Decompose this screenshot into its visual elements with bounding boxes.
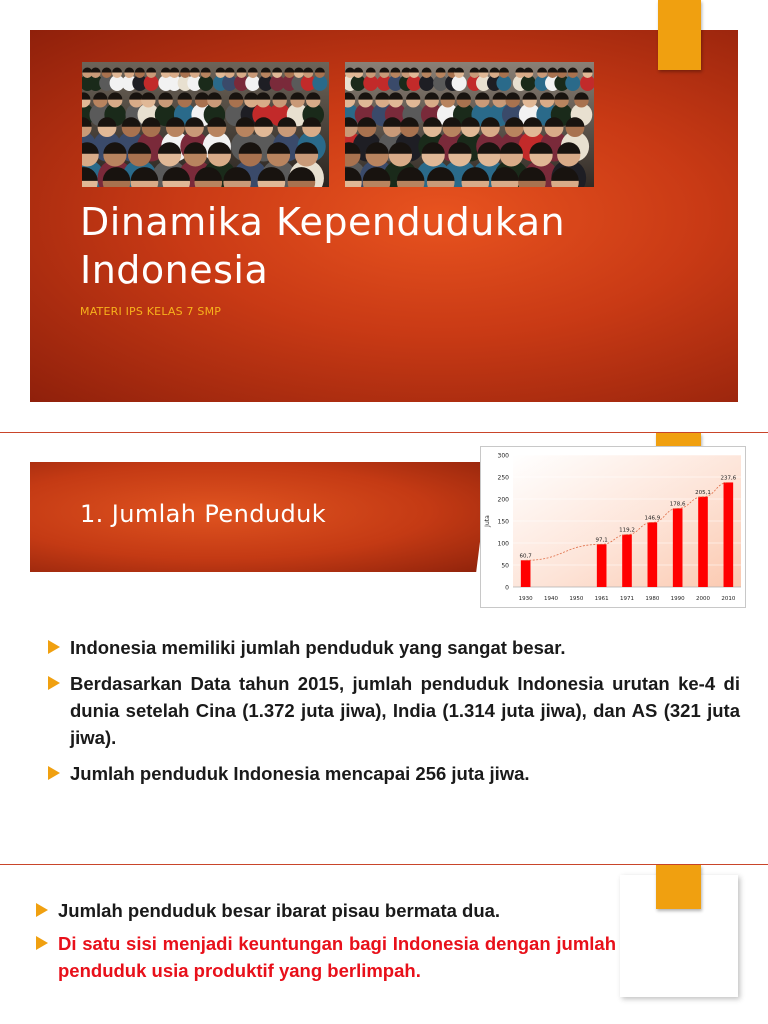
data-label: 205,1 <box>695 489 711 496</box>
y-tick-label: 0 <box>505 584 509 592</box>
y-tick-label: 150 <box>497 518 509 526</box>
bullet-text: Jumlah penduduk besar ibarat pisau bermata dua. <box>58 900 501 921</box>
x-tick-label: 1940 <box>544 596 558 602</box>
bar-1980 <box>648 522 658 587</box>
slide-subtitle: MATERI IPS KELAS 7 SMP <box>80 305 222 318</box>
crowd-photo-left <box>82 62 329 187</box>
data-label: 97,1 <box>595 537 608 544</box>
orange-tab-decoration <box>658 0 701 70</box>
title-slide <box>0 0 768 432</box>
bullet-list <box>48 634 740 796</box>
bar-2010 <box>724 482 734 587</box>
x-tick-label: 1971 <box>620 596 634 602</box>
x-tick-label: 1990 <box>670 596 685 602</box>
x-tick-label: 1950 <box>569 596 584 602</box>
x-tick-label: 2010 <box>721 596 736 602</box>
slide-divider <box>0 864 768 865</box>
y-tick-label: 200 <box>497 496 509 504</box>
bullet-list <box>36 897 616 990</box>
bullet-item <box>48 670 740 751</box>
data-label: 146,9 <box>644 515 661 522</box>
x-tick-label: 1980 <box>645 596 660 602</box>
bullet-item <box>48 760 740 787</box>
slide-title <box>80 198 720 294</box>
chart-canvas <box>481 447 745 607</box>
y-tick-label: 50 <box>501 562 509 570</box>
bar-1930 <box>521 560 531 587</box>
bar-2000 <box>698 497 708 587</box>
x-tick-label: 1930 <box>518 596 533 602</box>
data-label: 178,6 <box>669 501 686 508</box>
slide-title-line-1: Dinamika Kependudukan <box>80 200 566 244</box>
x-tick-label: 2000 <box>696 596 710 602</box>
y-tick-label: 250 <box>497 474 509 482</box>
bullet-text: Berdasarkan Data tahun 2015, jumlah penduduk Indonesia urutan ke-4 di dunia setelah Cina (1.372 juta jiwa), India (1.314 juta jiwa), dan AS (321 juta jiwa). <box>70 673 740 748</box>
slide-divider <box>0 432 768 433</box>
bullet-item-highlight <box>36 930 616 984</box>
bullet-arrow-icon <box>36 903 48 917</box>
data-label: 119,2 <box>619 527 635 534</box>
y-tick-label: 300 <box>497 452 509 460</box>
bullet-item <box>48 634 740 661</box>
y-axis-label: Juta <box>484 515 491 527</box>
x-tick-label: 1961 <box>594 596 609 602</box>
bar-1961 <box>597 544 607 587</box>
bullet-item <box>36 897 616 924</box>
bullet-arrow-icon <box>48 766 60 780</box>
data-label: 60,7 <box>519 553 532 560</box>
bullet-arrow-icon <box>36 936 48 950</box>
population-bar-chart <box>480 446 746 608</box>
crowd-photo-right <box>345 62 594 187</box>
bullet-arrow-icon <box>48 676 60 690</box>
orange-tab-decoration <box>656 865 701 909</box>
bar-1990 <box>673 508 683 587</box>
bullet-text: Di satu sisi menjadi keuntungan bagi Indonesia dengan jumlah penduduk usia produktif yang berlimpah. <box>58 933 616 981</box>
bullet-text: Indonesia memiliki jumlah penduduk yang sangat besar. <box>70 637 566 658</box>
y-tick-label: 100 <box>497 540 509 548</box>
slide-title-line-2: Indonesia <box>80 248 269 292</box>
bar-1971 <box>622 535 632 587</box>
section-heading: 1. Jumlah Penduduk <box>80 500 326 528</box>
data-label: 237,6 <box>720 475 737 482</box>
bullet-text: Jumlah penduduk Indonesia mencapai 256 juta jiwa. <box>70 763 530 784</box>
bullet-arrow-icon <box>48 640 60 654</box>
